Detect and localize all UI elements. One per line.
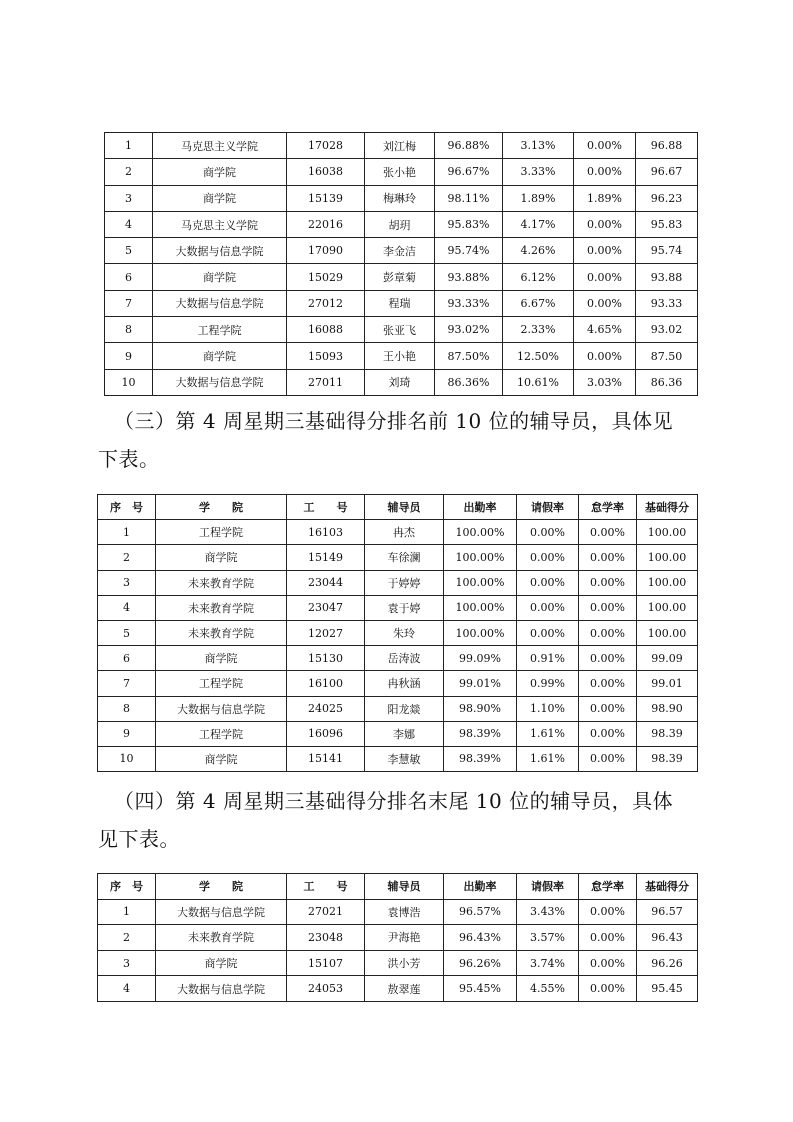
table-cell: 工程学院	[156, 671, 287, 696]
table-cell: 15107	[287, 950, 365, 976]
table-cell: 96.88%	[435, 133, 503, 159]
table-cell: 98.39	[637, 746, 698, 771]
table-cell: 8	[98, 696, 156, 721]
table-cell: 15139	[287, 185, 365, 211]
table-cell: 0.00%	[579, 595, 637, 620]
table-row	[105, 317, 698, 343]
column-header: 序 号	[98, 495, 156, 520]
column-header: 怠学率	[579, 874, 637, 900]
table-cell: 5	[105, 238, 153, 264]
table-cell: 6.67%	[503, 290, 574, 316]
table-cell: 0.91%	[517, 646, 579, 671]
table-cell: 0.00%	[574, 238, 636, 264]
table-row	[98, 925, 698, 951]
table-cell: 冉秋涵	[365, 671, 444, 696]
table-cell: 0.00%	[579, 520, 637, 545]
table-cell: 4	[98, 976, 156, 1002]
table-cell: 98.90	[637, 696, 698, 721]
table-cell: 93.02%	[435, 317, 503, 343]
table-cell: 4	[105, 211, 153, 237]
table-cell: 3	[98, 950, 156, 976]
table-cell: 0.00%	[579, 545, 637, 570]
table-row	[105, 343, 698, 369]
table-cell: 大数据与信息学院	[156, 976, 287, 1002]
table-cell: 12.50%	[503, 343, 574, 369]
table-cell: 3.57%	[517, 925, 579, 951]
table-cell: 梅琳玲	[365, 185, 435, 211]
table-cell: 岳涛波	[365, 646, 444, 671]
table-cell: 93.88	[636, 264, 698, 290]
table-cell: 6	[105, 264, 153, 290]
table-cell: 商学院	[153, 343, 287, 369]
table-cell: 大数据与信息学院	[156, 899, 287, 925]
table-cell: 0.00%	[579, 976, 637, 1002]
table-cell: 0.00%	[574, 290, 636, 316]
table-cell: 100.00	[637, 545, 698, 570]
column-header: 工 号	[287, 495, 365, 520]
table-cell: 商学院	[156, 646, 287, 671]
table-cell: 张亚飞	[365, 317, 435, 343]
table-cell: 10.61%	[503, 369, 574, 395]
table-row	[105, 369, 698, 395]
table-row	[98, 520, 698, 545]
table-cell: 大数据与信息学院	[153, 238, 287, 264]
table-cell: 16096	[287, 721, 365, 746]
table-cell: 0.00%	[579, 746, 637, 771]
table-cell: 3.13%	[503, 133, 574, 159]
table-cell: 马克思主义学院	[153, 211, 287, 237]
table-cell: 3	[98, 570, 156, 595]
table-cell: 93.02	[636, 317, 698, 343]
table-row	[105, 133, 698, 159]
table-cell: 100.00%	[444, 620, 517, 645]
table-cell: 15130	[287, 646, 365, 671]
table-cell: 95.74%	[435, 238, 503, 264]
table-cell: 0.00%	[579, 620, 637, 645]
table-cell: 1.61%	[517, 721, 579, 746]
table-cell: 3.03%	[574, 369, 636, 395]
table-cell: 16088	[287, 317, 365, 343]
section-4-heading	[98, 782, 704, 858]
table-cell: 86.36%	[435, 369, 503, 395]
column-header: 怠学率	[579, 495, 637, 520]
table-cell: 99.01%	[444, 671, 517, 696]
table-cell: 27021	[287, 899, 365, 925]
section-3-heading	[98, 402, 704, 478]
table-cell: 22016	[287, 211, 365, 237]
table-cell: 15093	[287, 343, 365, 369]
table-row	[98, 899, 698, 925]
table-cell: 未来教育学院	[156, 570, 287, 595]
table-cell: 96.57	[637, 899, 698, 925]
table-cell: 1.10%	[517, 696, 579, 721]
table-cell: 16100	[287, 671, 365, 696]
table-cell: 100.00	[637, 570, 698, 595]
table-cell: 96.67	[636, 159, 698, 185]
table-cell: 1	[98, 899, 156, 925]
table-cell: 袁博浩	[365, 899, 444, 925]
table-row	[98, 620, 698, 645]
table-cell: 2.33%	[503, 317, 574, 343]
table-cell: 袁于婷	[365, 595, 444, 620]
table-cell: 100.00	[637, 620, 698, 645]
table-cell: 商学院	[153, 264, 287, 290]
table-row	[98, 545, 698, 570]
table-cell: 16038	[287, 159, 365, 185]
table-cell: 马克思主义学院	[153, 133, 287, 159]
table-cell: 23048	[287, 925, 365, 951]
table-cell: 96.67%	[435, 159, 503, 185]
table-cell: 0.00%	[517, 570, 579, 595]
table-cell: 未来教育学院	[156, 925, 287, 951]
table-cell: 9	[105, 343, 153, 369]
section-3-line1: （三）第 4 周星期三基础得分排名前 10 位的辅导员，具体见	[114, 409, 674, 433]
table-cell: 100.00	[637, 595, 698, 620]
table-row	[98, 696, 698, 721]
column-header: 学 院	[156, 874, 287, 900]
table-cell: 24053	[287, 976, 365, 1002]
table-cell: 12027	[287, 620, 365, 645]
table-row	[98, 746, 698, 771]
table-cell: 16103	[287, 520, 365, 545]
table-cell: 大数据与信息学院	[156, 696, 287, 721]
table-cell: 商学院	[153, 159, 287, 185]
table-cell: 1.89%	[574, 185, 636, 211]
column-header: 工 号	[287, 874, 365, 900]
table-cell: 商学院	[156, 545, 287, 570]
table-cell: 0.00%	[517, 595, 579, 620]
table-cell: 刘江梅	[365, 133, 435, 159]
section-3-line2: 下表。	[98, 447, 160, 471]
table-cell: 1	[98, 520, 156, 545]
table-cell: 商学院	[156, 950, 287, 976]
table-cell: 0.00%	[579, 570, 637, 595]
column-header: 基础得分	[637, 874, 698, 900]
top-10-table	[97, 494, 698, 772]
table-cell: 彭章菊	[365, 264, 435, 290]
table-cell: 4.26%	[503, 238, 574, 264]
table-cell: 86.36	[636, 369, 698, 395]
table-row	[105, 211, 698, 237]
table-cell: 23047	[287, 595, 365, 620]
table-cell: 8	[105, 317, 153, 343]
table-cell: 9	[98, 721, 156, 746]
table-cell: 99.09	[637, 646, 698, 671]
table-cell: 于婷婷	[365, 570, 444, 595]
table-cell: 0.00%	[579, 671, 637, 696]
table-cell: 程瑞	[365, 290, 435, 316]
table-header-row	[98, 874, 698, 900]
table-row	[105, 264, 698, 290]
table-row	[98, 671, 698, 696]
column-header: 出勤率	[444, 495, 517, 520]
table-cell: 胡玥	[365, 211, 435, 237]
table-cell: 未来教育学院	[156, 595, 287, 620]
table-cell: 工程学院	[153, 317, 287, 343]
column-header: 学 院	[156, 495, 287, 520]
table-cell: 100.00%	[444, 545, 517, 570]
table-cell: 敖翠莲	[365, 976, 444, 1002]
table-cell: 96.26	[637, 950, 698, 976]
table-cell: 商学院	[153, 185, 287, 211]
table-cell: 24025	[287, 696, 365, 721]
table-cell: 未来教育学院	[156, 620, 287, 645]
table-cell: 100.00	[637, 520, 698, 545]
table-cell: 93.33	[636, 290, 698, 316]
table-row	[105, 185, 698, 211]
table-cell: 96.43%	[444, 925, 517, 951]
table-row	[105, 159, 698, 185]
table-cell: 27011	[287, 369, 365, 395]
table-cell: 4.17%	[503, 211, 574, 237]
table-cell: 2	[105, 159, 153, 185]
table-cell: 5	[98, 620, 156, 645]
column-header: 辅导员	[365, 495, 444, 520]
table-cell: 0.00%	[574, 159, 636, 185]
table-cell: 93.88%	[435, 264, 503, 290]
table-cell: 0.00%	[579, 721, 637, 746]
column-header: 请假率	[517, 874, 579, 900]
column-header: 辅导员	[365, 874, 444, 900]
ranking-table-continued	[104, 132, 698, 396]
table-row	[98, 721, 698, 746]
table-cell: 3.74%	[517, 950, 579, 976]
table-cell: 7	[98, 671, 156, 696]
table-cell: 4.65%	[574, 317, 636, 343]
table-row	[98, 976, 698, 1002]
table-row	[98, 646, 698, 671]
table-cell: 17090	[287, 238, 365, 264]
table-cell: 大数据与信息学院	[153, 369, 287, 395]
table-cell: 10	[105, 369, 153, 395]
table-cell: 87.50	[636, 343, 698, 369]
table-cell: 0.00%	[574, 343, 636, 369]
table-cell: 93.33%	[435, 290, 503, 316]
table-row	[98, 570, 698, 595]
table-cell: 商学院	[156, 746, 287, 771]
table-cell: 87.50%	[435, 343, 503, 369]
table-cell: 100.00%	[444, 520, 517, 545]
table-cell: 1.61%	[517, 746, 579, 771]
table-cell: 0.00%	[517, 520, 579, 545]
table-cell: 95.45	[637, 976, 698, 1002]
table-cell: 朱玲	[365, 620, 444, 645]
table-cell: 0.00%	[574, 211, 636, 237]
table-cell: 99.01	[637, 671, 698, 696]
table-cell: 阳龙燚	[365, 696, 444, 721]
table-cell: 95.83%	[435, 211, 503, 237]
table-cell: 96.23	[636, 185, 698, 211]
table-cell: 0.00%	[579, 646, 637, 671]
table-cell: 98.90%	[444, 696, 517, 721]
table-cell: 1	[105, 133, 153, 159]
column-header: 基础得分	[637, 495, 698, 520]
column-header: 序 号	[98, 874, 156, 900]
table-cell: 15149	[287, 545, 365, 570]
table-cell: 15141	[287, 746, 365, 771]
table-cell: 3.33%	[503, 159, 574, 185]
table-cell: 96.26%	[444, 950, 517, 976]
table-cell: 4.55%	[517, 976, 579, 1002]
table-cell: 23044	[287, 570, 365, 595]
table-cell: 7	[105, 290, 153, 316]
table-cell: 工程学院	[156, 520, 287, 545]
table-cell: 0.00%	[574, 133, 636, 159]
table-cell: 96.88	[636, 133, 698, 159]
table-cell: 100.00%	[444, 570, 517, 595]
column-header: 出勤率	[444, 874, 517, 900]
table-cell: 17028	[287, 133, 365, 159]
table-cell: 100.00%	[444, 595, 517, 620]
table-cell: 车徐澜	[365, 545, 444, 570]
table-row	[98, 595, 698, 620]
table-cell: 6.12%	[503, 264, 574, 290]
table-cell: 李娜	[365, 721, 444, 746]
table-cell: 王小艳	[365, 343, 435, 369]
table-cell: 李金洁	[365, 238, 435, 264]
table-cell: 0.99%	[517, 671, 579, 696]
table-cell: 0.00%	[574, 264, 636, 290]
table-cell: 99.09%	[444, 646, 517, 671]
table-cell: 洪小芳	[365, 950, 444, 976]
table-cell: 95.45%	[444, 976, 517, 1002]
table-cell: 1.89%	[503, 185, 574, 211]
bottom-10-table	[97, 873, 698, 1002]
table-cell: 0.00%	[579, 950, 637, 976]
table-cell: 工程学院	[156, 721, 287, 746]
table-cell: 0.00%	[579, 925, 637, 951]
table-cell: 刘琦	[365, 369, 435, 395]
table-cell: 0.00%	[517, 620, 579, 645]
table-cell: 冉杰	[365, 520, 444, 545]
table-cell: 0.00%	[579, 696, 637, 721]
table-row	[105, 290, 698, 316]
table-cell: 10	[98, 746, 156, 771]
table-cell: 0.00%	[517, 545, 579, 570]
table-cell: 3.43%	[517, 899, 579, 925]
section-4-line1: （四）第 4 周星期三基础得分排名末尾 10 位的辅导员，具体	[114, 789, 674, 813]
table-header-row	[98, 495, 698, 520]
table-cell: 95.83	[636, 211, 698, 237]
table-cell: 4	[98, 595, 156, 620]
table-cell: 95.74	[636, 238, 698, 264]
table-cell: 98.39%	[444, 721, 517, 746]
table-row	[105, 238, 698, 264]
table-cell: 张小艳	[365, 159, 435, 185]
table-cell: 98.11%	[435, 185, 503, 211]
table-cell: 3	[105, 185, 153, 211]
table-cell: 27012	[287, 290, 365, 316]
table-cell: 李慧敏	[365, 746, 444, 771]
table-cell: 96.57%	[444, 899, 517, 925]
section-4-line2: 见下表。	[98, 827, 180, 851]
table-cell: 96.43	[637, 925, 698, 951]
table-cell: 98.39	[637, 721, 698, 746]
table-cell: 尹海艳	[365, 925, 444, 951]
table-cell: 6	[98, 646, 156, 671]
table-cell: 2	[98, 925, 156, 951]
table-cell: 2	[98, 545, 156, 570]
table-row	[98, 950, 698, 976]
table-cell: 98.39%	[444, 746, 517, 771]
column-header: 请假率	[517, 495, 579, 520]
table-cell: 大数据与信息学院	[153, 290, 287, 316]
table-cell: 0.00%	[579, 899, 637, 925]
table-cell: 15029	[287, 264, 365, 290]
